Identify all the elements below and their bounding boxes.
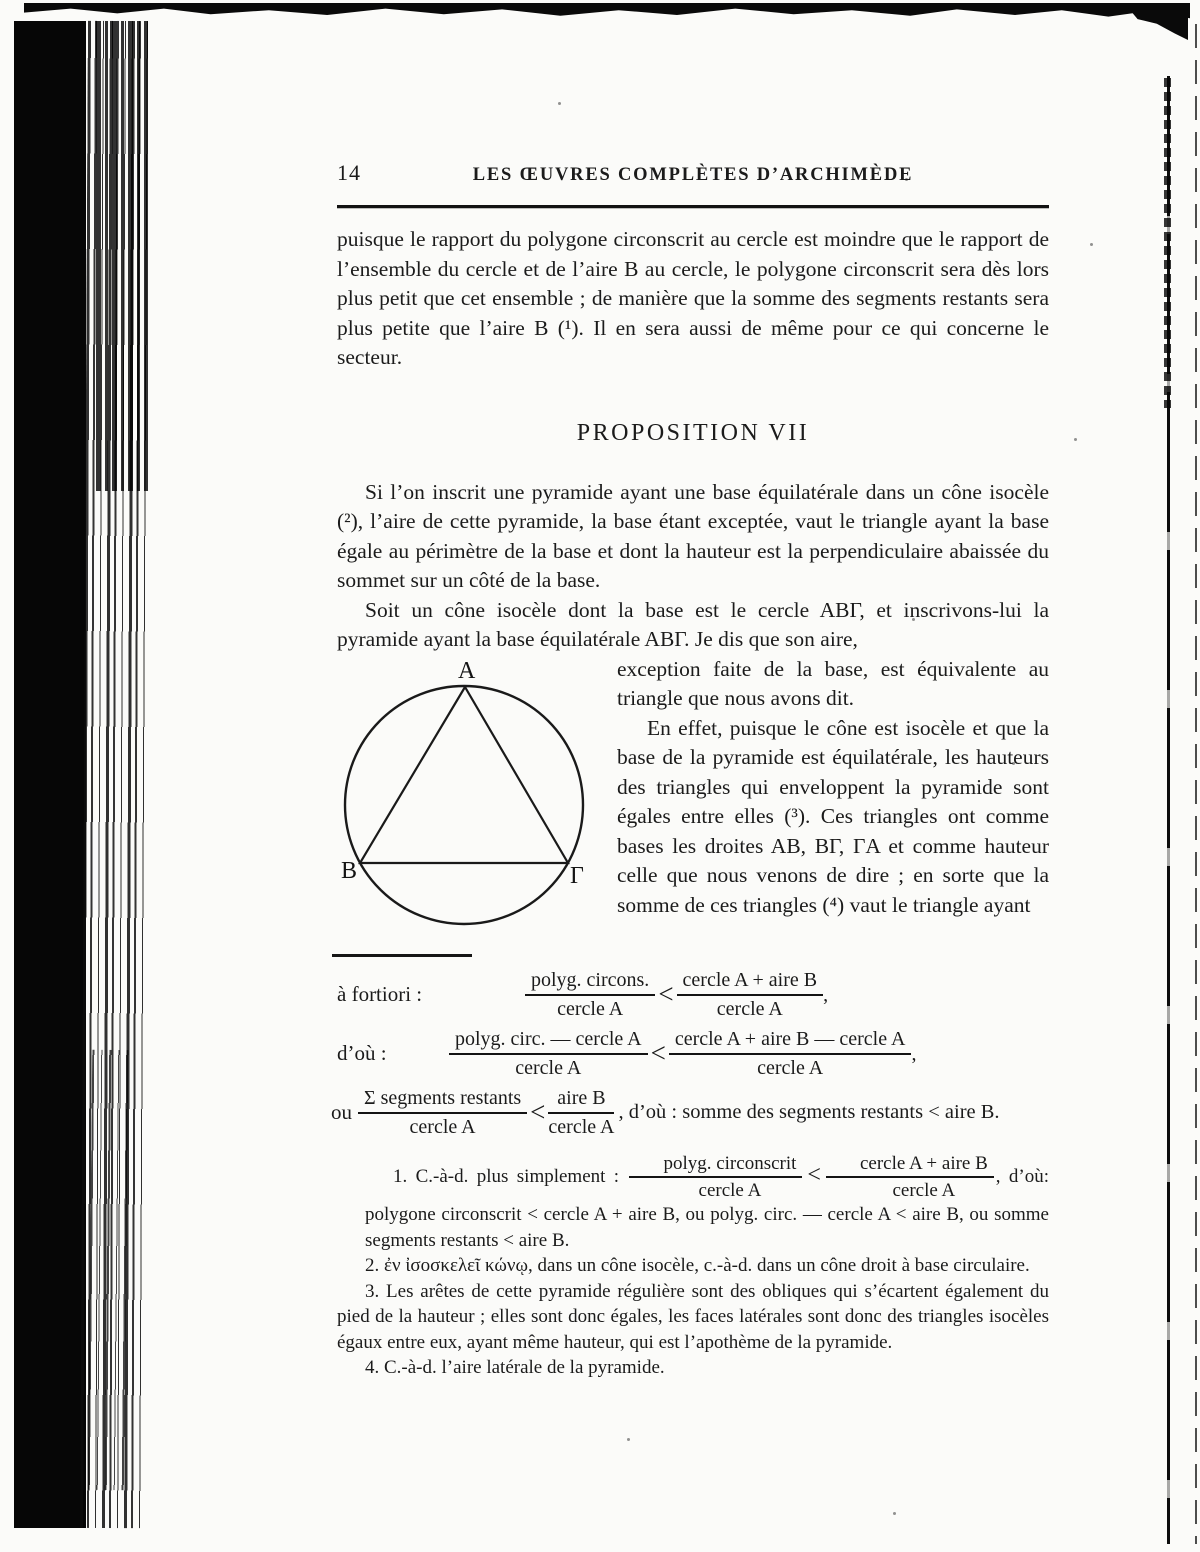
scan-speck — [1074, 438, 1077, 441]
scan-speck — [893, 1512, 896, 1515]
fraction-numerator: cercle A + aire B — [826, 1153, 994, 1179]
circle-triangle-diagram — [341, 659, 593, 954]
binding-gutter-shadow — [14, 21, 86, 1528]
header-rule — [337, 205, 1049, 208]
proposition-heading: PROPOSITION VII — [576, 419, 810, 446]
fraction-denominator: cercle A — [757, 1056, 824, 1079]
outer-edge-line — [1195, 24, 1197, 1544]
binding-texture-lower — [88, 1050, 133, 1490]
formula-tail: , d’où : somme des segments restants < aire B. — [618, 1101, 1000, 1123]
binding-texture-upper — [96, 21, 148, 491]
proof-paragraph-wrap: exception faite de la base, est équivalente au triangle que nous avons dit. — [617, 656, 1049, 710]
vertex-label-A: A — [458, 658, 476, 684]
fraction-denominator: cercle A — [557, 997, 624, 1020]
fraction-numerator: polyg. circ. — cercle A — [449, 1028, 648, 1055]
footnotes-block — [337, 1153, 1049, 1381]
circle-ABG — [345, 686, 583, 924]
vertex-label-Gamma: Γ — [570, 862, 584, 889]
formula-line-3 — [331, 1087, 1049, 1139]
running-title: LES ŒUVRES COMPLÈTES D’ARCHIMÈDE — [472, 165, 914, 185]
page-number: 14 — [337, 160, 361, 185]
scan-speck — [558, 102, 561, 105]
fraction — [525, 969, 655, 1021]
footnote-1 — [337, 1153, 1049, 1254]
scan-speck — [1090, 243, 1093, 246]
less-than-sign: < — [650, 1038, 666, 1068]
fraction-numerator: polyg. circonscrit — [629, 1153, 802, 1179]
formula-tail: , — [911, 1042, 917, 1065]
running-header — [337, 160, 1049, 190]
less-than-sign: < — [807, 1161, 821, 1188]
torn-page-top-edge — [24, 3, 1190, 19]
fraction-numerator: aire B — [548, 1087, 614, 1114]
formula-block — [331, 968, 1049, 1139]
fraction — [677, 969, 824, 1021]
fraction — [548, 1087, 614, 1139]
fraction-denominator: cercle A — [892, 1180, 956, 1202]
fraction — [358, 1087, 527, 1139]
formula-line-2 — [337, 1028, 1049, 1080]
formula-tail: , — [823, 983, 829, 1006]
footnote-1-formula — [627, 1152, 995, 1202]
proof-paragraph-main: En effet, puisque le cône est isocèle et que la base de la pyramide est équilatérale, les hauteurs des triangles qui enveloppent la pyramide sont égales entre elles (³). Ces triangles ont comme bases les droites AB, BΓ, ΓA et comme hauteur celle que nous venons de dire ; en sorte que la somme de ces triangles (⁴) vaut le triangle ayant — [617, 715, 1049, 917]
footnote-1-lead: 1. C.-à-d. plus simplement : — [393, 1165, 628, 1187]
formula-line-1 — [337, 969, 1049, 1021]
footnote-1-tail: , d’où: polygone circonscrit < cercle A + aire B, ou polyg. circ. — cercle A < aire B, ou somme segments restants < aire B. — [365, 1165, 1049, 1251]
torn-corner-mark — [1128, 4, 1188, 40]
inscribed-triangle-figure — [341, 659, 593, 954]
fraction-denominator: cercle A — [409, 1115, 476, 1138]
less-than-sign: < — [658, 979, 674, 1009]
fraction-numerator: cercle A + aire B — [677, 969, 824, 996]
footnote-2: 2. ἐν ἰσοσκελεῖ κώνῳ, dans un cône isocèle, c.-à-d. dans un cône droit à base circulaire. — [365, 1255, 1030, 1277]
page-edge-smudge — [1164, 78, 1171, 408]
fraction — [449, 1028, 648, 1080]
scan-speck — [627, 1438, 630, 1441]
fraction-numerator: Σ segments restants — [358, 1087, 527, 1114]
formula-lead: d’où : — [337, 1041, 387, 1065]
fraction-denominator: cercle A — [698, 1180, 762, 1202]
fraction-numerator: polyg. circons. — [525, 969, 655, 996]
vertex-label-B: B — [341, 857, 358, 884]
formula-lead: ou — [331, 1100, 352, 1124]
fraction — [669, 1028, 912, 1080]
footnote-3: 3. Les arêtes de cette pyramide régulière sont des obliques qui s’écartent également du pied de la hauteur ; elles sont donc égales, les faces latérales sont donc des triangles isocèles égaux entre eux, ayant même hauteur, qui est l’apothème de la pyramide. — [337, 1280, 1049, 1353]
footnote-4: 4. C.-à-d. l’aire latérale de la pyramide. — [365, 1357, 665, 1379]
proposition-statement: Si l’on inscrit une pyramide ayant une base équilatérale dans un cône isocèle (²), l’aire de cette pyramide, la base étant exceptée, vaut le triangle ayant la base égale au périmètre de la base et dont la hauteur est la perpendiculaire abaissée du sommet sur un côté de la base. — [337, 479, 1049, 592]
less-than-sign: < — [530, 1097, 546, 1127]
page-content — [331, 160, 1049, 1381]
paragraph-continuation: puisque le rapport du polygone circonscrit au cercle est moindre que le rapport de l’ensemble du cercle et de l’aire B au cercle, le polygone circonscrit sera dès lors plus petit que cet ensemble ; de manière que la somme des segments restants sera plus petite que l’aire B (¹). Il en sera aussi de même pour ce qui concerne le secteur. — [337, 227, 1049, 369]
triangle-ABG — [360, 687, 568, 863]
fraction-denominator: cercle A — [716, 997, 783, 1020]
fraction-denominator: cercle A — [548, 1115, 615, 1138]
fraction-denominator: cercle A — [515, 1056, 582, 1079]
formula-lead: à fortiori : — [337, 982, 423, 1006]
proof-paragraph-intro: Soit un cône isocèle dont la base est le cercle ABΓ, et inscrivons-lui la pyramide ayant la base équilatérale ABΓ. Je dis que son aire, — [337, 597, 1049, 651]
fraction — [629, 1153, 802, 1203]
fraction — [826, 1153, 994, 1203]
fraction-numerator: cercle A + aire B — cercle A — [669, 1028, 912, 1055]
